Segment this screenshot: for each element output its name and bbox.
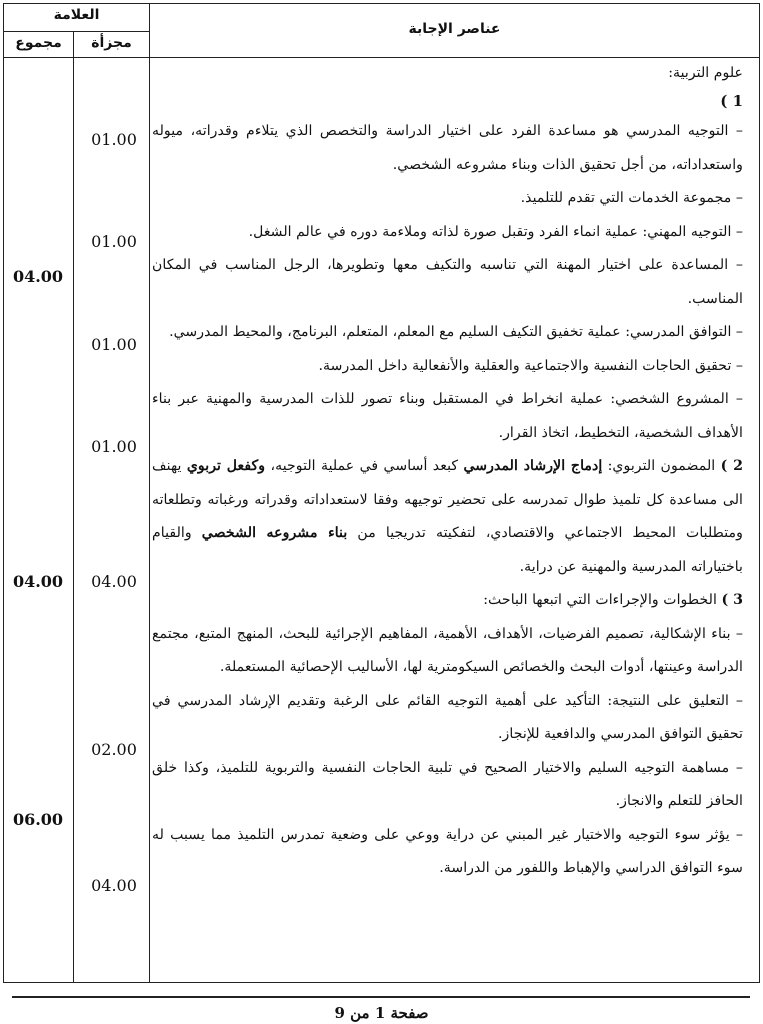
q2-intro: المضمون التربوي: (607, 458, 716, 474)
q3-partial-1: 02.00 (91, 740, 137, 759)
q2-total: 04.00 (12, 572, 64, 591)
q1-paragraph: – التوافق المدرسي: عملية تخفيق التكيف السليم مع المعلم، المتعلم، البرنامج، والمحيط المدرسي. (169, 324, 743, 340)
q1-paragraph: – المشروع الشخصي: عملية انخراط في المستقبل وبناء تصور للذات المدرسية والمهنية عبر بناء الأهداف الشخصية، التخطيط، اتخاذ القرار. (152, 391, 743, 441)
q1-partial-4: 01.00 (91, 437, 137, 456)
table-left-border (3, 3, 4, 983)
subject-title: علوم التربية: (668, 65, 743, 81)
col-divider-total-partial (73, 31, 74, 983)
q1-number: 1 ) (720, 92, 743, 110)
q1-paragraph: – مجموعة الخدمات التي تقدم للتلميذ. (520, 190, 743, 206)
q3-paragraph: – يؤثر سوء التوجيه والاختيار غير المبني عن دراية ووعي على وضعية تمدرس التلميذ مما يسبب له سوء التوافق الدراسي والإهباط واللفور من الدراسة. (152, 826, 743, 876)
answer-elements-header: عناصر الإجابة (408, 21, 501, 37)
footer-rule (12, 996, 750, 998)
q1-paragraph: – التوجيه المهني: عملية انماء الفرد وتقبل صورة لذاته وملاءمة دوره في عالم الشغل. (248, 223, 743, 240)
q3-heading (152, 584, 743, 618)
page-number: صفحة 1 من 9 (334, 1004, 429, 1022)
q1-paragraph: – المساعدة على اختيار المهنة التي تناسبه والتكيف معها وتطويرها، الرجل المناسب في المكان المناسب. (152, 257, 743, 307)
col-divider-partial-answer (149, 3, 150, 983)
q2-bold-1: إدماج الإرشاد المدرسي (463, 458, 603, 474)
q2-text-3: والقيام باختياراته المدرسية والمهنية عن دراية. (152, 525, 743, 575)
header-bottom-border (3, 57, 760, 58)
table-bottom-border (3, 982, 760, 983)
partial-column-header: مجزأة (91, 35, 132, 51)
q2-paragraph (152, 450, 743, 584)
q2-bold-3: بناء مشروعه الشخصي (201, 525, 348, 541)
table-top-border (3, 3, 760, 4)
q2-text-1: كبعد أساسي في عملية التوجيه، (270, 458, 459, 474)
q1-partial-3: 01.00 (91, 335, 137, 354)
q2-partial: 04.00 (91, 572, 137, 591)
q1-total: 04.00 (12, 267, 64, 286)
q1-partial-2: 01.00 (91, 232, 137, 251)
q2-bold-2: وكفعل تربوي (186, 458, 266, 474)
table-right-border (759, 3, 760, 983)
q3-number: 3 ) (721, 592, 743, 608)
answer-elements (152, 59, 743, 886)
q2-text-2: يهنف الى مساعدة كل تلميذ طوال تمدرسه على تحضير توجيهه وفقا لاستعداداته وقدراته ورغباته وتطلعاته ومتطلبات المحيط الاجتماعي والاقتصادي، لتفكيته تدريجيا من (152, 458, 744, 541)
grade-sub-divider (3, 31, 149, 32)
q1-partial-1: 01.00 (91, 130, 137, 149)
q3-intro: الخطوات والإجراءات التي اتبعها الباحث: (483, 592, 717, 608)
q2-number: 2 ) (720, 458, 743, 474)
q1-paragraph: – التوجيه المدرسي هو مساعدة الفرد على اختيار الدراسة والتخصص الذي يتلاءم وقدراته، ميوله واستعداداته، من أجل تحقيق الذات وبناء مشروعه الشخصي. (152, 123, 743, 173)
q1-paragraph: – تحقيق الحاجات النفسية والاجتماعية والعقلية والأنفعالية داخل المدرسة. (318, 357, 743, 374)
q3-paragraph: – التعليق على النتيجة: التأكيد على أهمية التوجيه القائم على الرغبة وتقديم الإرشاد المدرسي في تحقيق التوافق المدرسي والدافعية للإنجاز. (152, 692, 743, 742)
q3-partial-2: 04.00 (91, 876, 137, 895)
grade-header: العلامة (53, 7, 100, 23)
q3-paragraph: – بناء الإشكالية، تصميم الفرضيات، الأهداف، الأهمية، المفاهيم الإجرائية للبحث، المنهج المتبع، مجتمع الدراسة وعينتها، أدوات البحث والخصائص السيكومترية لها، الأساليب الإحصائية المستعملة. (152, 625, 743, 675)
q3-total: 06.00 (12, 810, 64, 829)
q3-paragraph: – مساهمة التوجيه السليم والاختيار الصحيح في تلبية الحاجات النفسية والتربوية للتلميذ، وكذا خلق الحافز للتعلم والانجاز. (152, 759, 743, 809)
total-column-header: مجموع (15, 35, 62, 51)
